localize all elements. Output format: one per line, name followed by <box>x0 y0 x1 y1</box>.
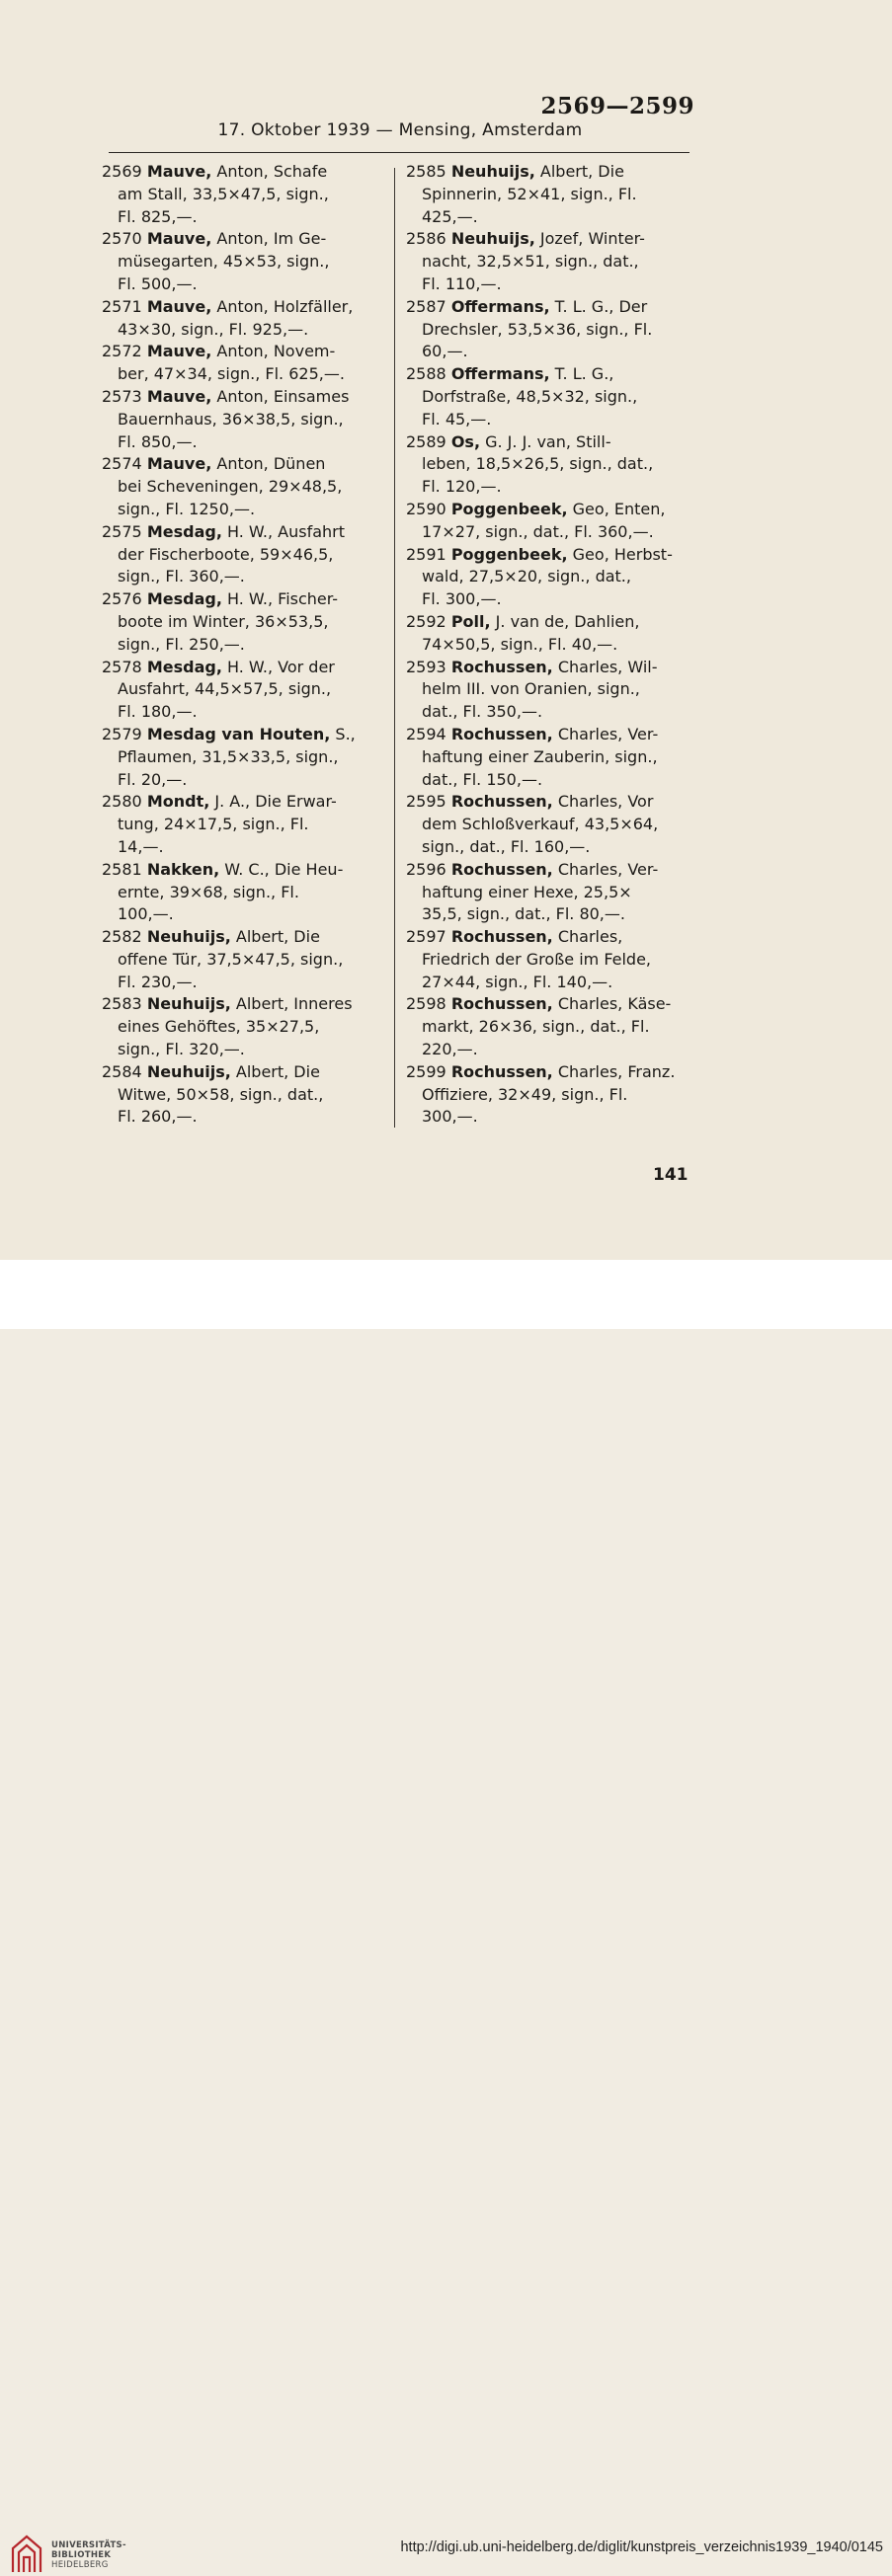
entry-text: 17×27, sign., dat., Fl. 360,—. <box>422 521 654 541</box>
entry-line <box>102 859 380 882</box>
entry-text: Fl. 110,—. <box>422 273 502 293</box>
entry-line <box>406 1039 692 1061</box>
lot-range: 2569—2599 <box>540 93 694 119</box>
entry-line <box>102 341 380 363</box>
header-rule <box>109 152 689 153</box>
artist-name: Rochussen, <box>450 927 553 947</box>
entry-text: Witwe, 50×58, sign., dat., <box>118 1084 324 1104</box>
entry-line <box>102 814 380 836</box>
entry-line <box>102 701 380 724</box>
entry-text: ernte, 39×68, sign., Fl. <box>118 882 299 901</box>
lot-number: 2598 <box>406 994 446 1014</box>
entry-line <box>406 746 692 769</box>
left-column <box>102 161 380 1129</box>
entry-line <box>406 499 692 521</box>
entry-line <box>102 251 380 273</box>
entry-text: Albert, Die <box>539 162 624 181</box>
entry-line <box>406 1016 692 1039</box>
entry-text: Charles, Vor <box>557 792 654 812</box>
entry-line <box>102 836 380 859</box>
entry-line <box>102 273 380 296</box>
entry-text: Geo, Enten, <box>572 499 666 518</box>
catalog-entry <box>102 724 380 791</box>
artist-name: Poggenbeek, <box>450 499 568 518</box>
entry-line <box>406 724 692 746</box>
entry-text: Charles, Ver- <box>557 859 659 879</box>
entry-line <box>406 251 692 273</box>
artist-name: Mesdag, <box>146 521 222 541</box>
entry-text: am Stall, 33,5×47,5, sign., <box>118 184 329 203</box>
entry-line <box>406 386 692 409</box>
catalog-entry <box>102 453 380 520</box>
entry-text: Charles, Franz. <box>557 1061 676 1081</box>
lot-number: 2586 <box>406 229 446 249</box>
library-logo-icon <box>9 2533 44 2576</box>
entry-text: dat., Fl. 350,—. <box>422 702 543 722</box>
entry-line <box>102 206 380 229</box>
lot-number: 2572 <box>102 342 142 361</box>
lot-number: 2591 <box>406 544 446 564</box>
artist-name: Neuhuijs, <box>450 229 535 249</box>
entry-text: boote im Winter, 36×53,5, <box>118 611 329 631</box>
entry-text: Charles, Käse- <box>557 994 672 1014</box>
catalog-entry <box>102 993 380 1060</box>
lot-number: 2583 <box>102 994 142 1014</box>
artist-name: Rochussen, <box>450 859 553 879</box>
catalog-entry <box>406 611 692 657</box>
catalog-entry <box>102 859 380 926</box>
entry-text: Fl. 500,—. <box>118 273 198 293</box>
artist-name: Mesdag van Houten, <box>146 724 331 743</box>
entry-line <box>102 611 380 634</box>
entry-line <box>406 836 692 859</box>
entry-line <box>406 161 692 184</box>
entry-text: müsegarten, 45×53, sign., <box>118 252 330 272</box>
entry-line <box>102 926 380 949</box>
entry-text: Fl. 120,—. <box>422 477 502 497</box>
catalog-entry <box>102 161 380 228</box>
entry-text: 425,—. <box>422 206 478 226</box>
lot-number: 2575 <box>102 521 142 541</box>
lot-number: 2569 <box>102 162 142 181</box>
entry-text: Fl. 45,—. <box>422 409 492 429</box>
entry-text: Pflaumen, 31,5×33,5, sign., <box>118 746 339 766</box>
entry-line <box>406 859 692 882</box>
entry-text: S., <box>335 724 356 743</box>
entry-line <box>102 431 380 454</box>
entry-line <box>102 386 380 409</box>
entry-line <box>406 1084 692 1107</box>
artist-name: Mauve, <box>146 162 212 181</box>
entry-line <box>102 1016 380 1039</box>
entry-line <box>406 814 692 836</box>
lot-number: 2593 <box>406 657 446 676</box>
entry-line <box>102 903 380 926</box>
entry-line <box>102 161 380 184</box>
catalog-entry <box>102 386 380 453</box>
entry-line <box>406 341 692 363</box>
catalog-entry <box>102 791 380 858</box>
entry-text: 14,—. <box>118 836 164 856</box>
entry-text: Anton, Holzfäller, <box>216 296 354 316</box>
entry-text: tung, 24×17,5, sign., Fl. <box>118 815 309 834</box>
entry-text: H. W., Fischer- <box>226 589 339 609</box>
library-line-1: UNIVERSITÄTS- <box>51 2540 126 2550</box>
lot-number: 2587 <box>406 296 446 316</box>
catalog-entry <box>406 544 692 611</box>
entry-text: 300,—. <box>422 1107 478 1127</box>
lot-number: 2584 <box>102 1061 142 1081</box>
entry-line <box>406 273 692 296</box>
catalog-entry <box>406 859 692 926</box>
entry-line <box>102 184 380 206</box>
entry-text: Albert, Inneres <box>235 994 353 1014</box>
lot-number: 2592 <box>406 611 446 631</box>
lot-number: 2574 <box>102 454 142 474</box>
entry-line <box>406 521 692 544</box>
entry-text: 43×30, sign., Fl. 925,—. <box>118 319 309 339</box>
artist-name: Mondt, <box>146 792 210 812</box>
entry-text: sign., dat., Fl. 160,—. <box>422 836 591 856</box>
lot-number: 2578 <box>102 657 142 676</box>
entry-line <box>102 521 380 544</box>
entry-line <box>102 746 380 769</box>
entry-line <box>406 791 692 814</box>
entry-line <box>406 476 692 499</box>
lot-number: 2579 <box>102 724 142 743</box>
entry-text: Fl. 850,—. <box>118 431 198 451</box>
entry-line <box>102 972 380 994</box>
lot-number: 2581 <box>102 859 142 879</box>
entry-line <box>102 228 380 251</box>
catalog-entry <box>406 1061 692 1129</box>
right-column <box>406 161 692 1129</box>
entry-text: Anton, Im Ge- <box>216 229 327 249</box>
artist-name: Neuhuijs, <box>146 927 231 947</box>
catalog-entry <box>406 161 692 228</box>
catalog-entry <box>406 926 692 993</box>
entry-text: Fl. 825,—. <box>118 206 198 226</box>
entry-text: Anton, Dünen <box>216 454 326 474</box>
entry-line <box>406 949 692 972</box>
artist-name: Rochussen, <box>450 994 553 1014</box>
entry-text: Albert, Die <box>235 927 320 947</box>
entry-line <box>102 949 380 972</box>
catalog-entry <box>406 228 692 295</box>
entry-line <box>102 296 380 319</box>
entry-line <box>406 678 692 701</box>
entry-text: Fl. 300,—. <box>422 589 502 609</box>
entry-text: Jozef, Winter- <box>539 229 645 249</box>
catalog-entry <box>406 993 692 1060</box>
catalog-entry <box>406 724 692 791</box>
entry-text: offene Tür, 37,5×47,5, sign., <box>118 949 344 969</box>
artist-name: Mauve, <box>146 454 212 474</box>
artist-name: Rochussen, <box>450 657 553 676</box>
entry-line <box>102 634 380 657</box>
entry-text: wald, 27,5×20, sign., dat., <box>422 567 631 586</box>
entry-line <box>102 319 380 342</box>
entry-line <box>406 1106 692 1129</box>
catalog-entry <box>102 521 380 588</box>
artist-name: Neuhuijs, <box>146 1061 231 1081</box>
lot-number: 2597 <box>406 927 446 947</box>
entry-line <box>102 409 380 431</box>
artist-name: Offermans, <box>450 296 550 316</box>
entry-text: W. C., Die Heu- <box>224 859 344 879</box>
artist-name: Mauve, <box>146 386 212 406</box>
entry-text: Bauernhaus, 36×38,5, sign., <box>118 409 344 429</box>
artist-name: Nakken, <box>146 859 220 879</box>
entry-line <box>102 993 380 1016</box>
entry-text: Charles, <box>557 927 623 947</box>
entry-line <box>102 1039 380 1061</box>
catalog-entry <box>406 791 692 858</box>
entry-line <box>406 993 692 1016</box>
entry-text: dat., Fl. 150,—. <box>422 769 543 789</box>
entry-text: Charles, Ver- <box>557 724 659 743</box>
entry-line <box>406 903 692 926</box>
artist-name: Offermans, <box>450 364 550 384</box>
catalog-entry <box>102 926 380 993</box>
entry-text: T. L. G., <box>554 364 614 384</box>
entry-text: Fl. 230,—. <box>118 972 198 991</box>
entry-text: haftung einer Hexe, 25,5× <box>422 882 632 901</box>
entry-text: 220,—. <box>422 1040 478 1059</box>
entry-line <box>102 769 380 792</box>
entry-line <box>406 926 692 949</box>
entry-line <box>406 1061 692 1084</box>
lot-number: 2576 <box>102 589 142 609</box>
entry-line <box>406 769 692 792</box>
library-line-2: BIBLIOTHEK <box>51 2550 112 2560</box>
entry-line <box>406 882 692 904</box>
lot-number: 2595 <box>406 792 446 812</box>
artist-name: Poll, <box>450 611 491 631</box>
entry-line <box>102 544 380 567</box>
entry-text: sign., Fl. 1250,—. <box>118 499 256 518</box>
entry-text: Ausfahrt, 44,5×57,5, sign., <box>118 679 332 699</box>
artist-name: Mesdag, <box>146 589 222 609</box>
entry-line <box>406 228 692 251</box>
footer-bar <box>0 1260 892 2570</box>
entry-text: Albert, Die <box>235 1061 320 1081</box>
catalog-entry <box>406 363 692 430</box>
catalog-entry <box>102 588 380 656</box>
entry-text: markt, 26×36, sign., dat., Fl. <box>422 1017 650 1037</box>
entry-text: Drechsler, 53,5×36, sign., Fl. <box>422 319 653 339</box>
source-url-link[interactable]: http://digi.ub.uni-heidelberg.de/diglit/kunstpreis_verzeichnis1939_1940/0145 <box>400 2539 883 2555</box>
entry-line <box>406 431 692 454</box>
catalog-entry <box>102 657 380 724</box>
lot-number: 2585 <box>406 162 446 181</box>
entry-text: Geo, Herbst- <box>572 544 673 564</box>
entry-line <box>406 319 692 342</box>
catalog-entry <box>102 296 380 342</box>
entry-text: 35,5, sign., dat., Fl. 80,—. <box>422 904 625 924</box>
catalog-entry <box>406 499 692 544</box>
entry-line <box>406 701 692 724</box>
catalog-entry <box>102 341 380 386</box>
entry-line <box>406 972 692 994</box>
entry-line <box>406 184 692 206</box>
artist-name: Neuhuijs, <box>146 994 231 1014</box>
lot-number: 2580 <box>102 792 142 812</box>
entry-text: 74×50,5, sign., Fl. 40,—. <box>422 634 618 654</box>
entry-text: Anton, Schafe <box>216 162 328 181</box>
entry-text: sign., Fl. 360,—. <box>118 567 245 586</box>
scanned-page <box>0 0 892 1260</box>
lot-number: 2582 <box>102 927 142 947</box>
page-header: 17. Oktober 1939 — Mensing, Amsterdam <box>217 120 583 140</box>
artist-name: Os, <box>450 431 481 451</box>
entry-text: J. van de, Dahlien, <box>495 611 640 631</box>
catalog-entry <box>102 228 380 295</box>
entry-line <box>406 453 692 476</box>
artist-name: Mauve, <box>146 229 212 249</box>
entry-text: Fl. 20,—. <box>118 769 188 789</box>
entry-text: 100,—. <box>118 904 174 924</box>
artist-name: Rochussen, <box>450 792 553 812</box>
artist-name: Mesdag, <box>146 657 222 676</box>
entry-text: nacht, 32,5×51, sign., dat., <box>422 252 639 272</box>
entry-line <box>102 1084 380 1107</box>
entry-text: helm III. von Oranien, sign., <box>422 679 640 699</box>
entry-text: Fl. 260,—. <box>118 1107 198 1127</box>
entry-line <box>102 588 380 611</box>
entry-text: T. L. G., Der <box>554 296 648 316</box>
lot-number: 2588 <box>406 364 446 384</box>
artist-name: Neuhuijs, <box>450 162 535 181</box>
catalog-entry <box>406 296 692 363</box>
entry-line <box>102 657 380 679</box>
entry-line <box>102 363 380 386</box>
lot-number: 2571 <box>102 296 142 316</box>
entry-text: ber, 47×34, sign., Fl. 625,—. <box>118 364 345 384</box>
lot-number: 2596 <box>406 859 446 879</box>
entry-text: bei Scheveningen, 29×48,5, <box>118 477 343 497</box>
entry-line <box>102 566 380 588</box>
entry-line <box>406 588 692 611</box>
lot-number: 2570 <box>102 229 142 249</box>
artist-name: Mauve, <box>146 342 212 361</box>
entry-line <box>102 882 380 904</box>
entry-text: eines Gehöftes, 35×27,5, <box>118 1017 320 1037</box>
entry-text: 27×44, sign., Fl. 140,—. <box>422 972 613 991</box>
entry-text: G. J. J. van, Still- <box>485 431 611 451</box>
lot-number: 2594 <box>406 724 446 743</box>
entry-text: H. W., Ausfahrt <box>226 521 345 541</box>
entry-line <box>406 634 692 657</box>
entry-text: Anton, Einsames <box>216 386 350 406</box>
entry-line <box>406 566 692 588</box>
entry-line <box>102 1061 380 1084</box>
artist-name: Rochussen, <box>450 724 553 743</box>
entry-text: Spinnerin, 52×41, sign., Fl. <box>422 184 637 203</box>
entry-text: H. W., Vor der <box>226 657 335 676</box>
entry-line <box>406 611 692 634</box>
entry-text: Charles, Wil- <box>557 657 658 676</box>
entry-line <box>102 678 380 701</box>
entry-text: haftung einer Zauberin, sign., <box>422 746 658 766</box>
entry-line <box>102 791 380 814</box>
entry-text: dem Schloßverkauf, 43,5×64, <box>422 815 659 834</box>
entry-line <box>406 296 692 319</box>
entry-text: Fl. 180,—. <box>118 702 198 722</box>
entry-text: Friedrich der Große im Felde, <box>422 949 652 969</box>
lot-number: 2599 <box>406 1061 446 1081</box>
artist-name: Poggenbeek, <box>450 544 568 564</box>
entry-line <box>406 409 692 431</box>
entry-line <box>406 206 692 229</box>
page-number: 141 <box>653 1165 689 1185</box>
entry-line <box>406 544 692 567</box>
entry-line <box>102 476 380 499</box>
entry-text: Offiziere, 32×49, sign., Fl. <box>422 1084 628 1104</box>
entry-text: der Fischerboote, 59×46,5, <box>118 544 334 564</box>
entry-line <box>406 363 692 386</box>
artist-name: Rochussen, <box>450 1061 553 1081</box>
entry-line <box>102 499 380 521</box>
entry-text: leben, 18,5×26,5, sign., dat., <box>422 454 654 474</box>
entry-text: 60,—. <box>422 342 468 361</box>
catalog-entry <box>406 657 692 724</box>
entry-line <box>102 1106 380 1129</box>
entry-text: Anton, Novem- <box>216 342 336 361</box>
artist-name: Mauve, <box>146 296 212 316</box>
entry-text: J. A., Die Erwar- <box>214 792 337 812</box>
entry-text: Dorfstraße, 48,5×32, sign., <box>422 386 638 406</box>
entry-text: sign., Fl. 250,—. <box>118 634 245 654</box>
entry-line <box>406 657 692 679</box>
lot-number: 2573 <box>102 386 142 406</box>
library-line-3: HEIDELBERG <box>51 2560 109 2570</box>
entry-text: sign., Fl. 320,—. <box>118 1040 245 1059</box>
entry-line <box>102 453 380 476</box>
lot-number: 2589 <box>406 431 446 451</box>
lot-number: 2590 <box>406 499 446 518</box>
catalog-entry <box>102 1061 380 1129</box>
library-name <box>51 2540 126 2570</box>
entry-line <box>102 724 380 746</box>
column-divider <box>394 168 395 1128</box>
catalog-entry <box>406 431 692 499</box>
